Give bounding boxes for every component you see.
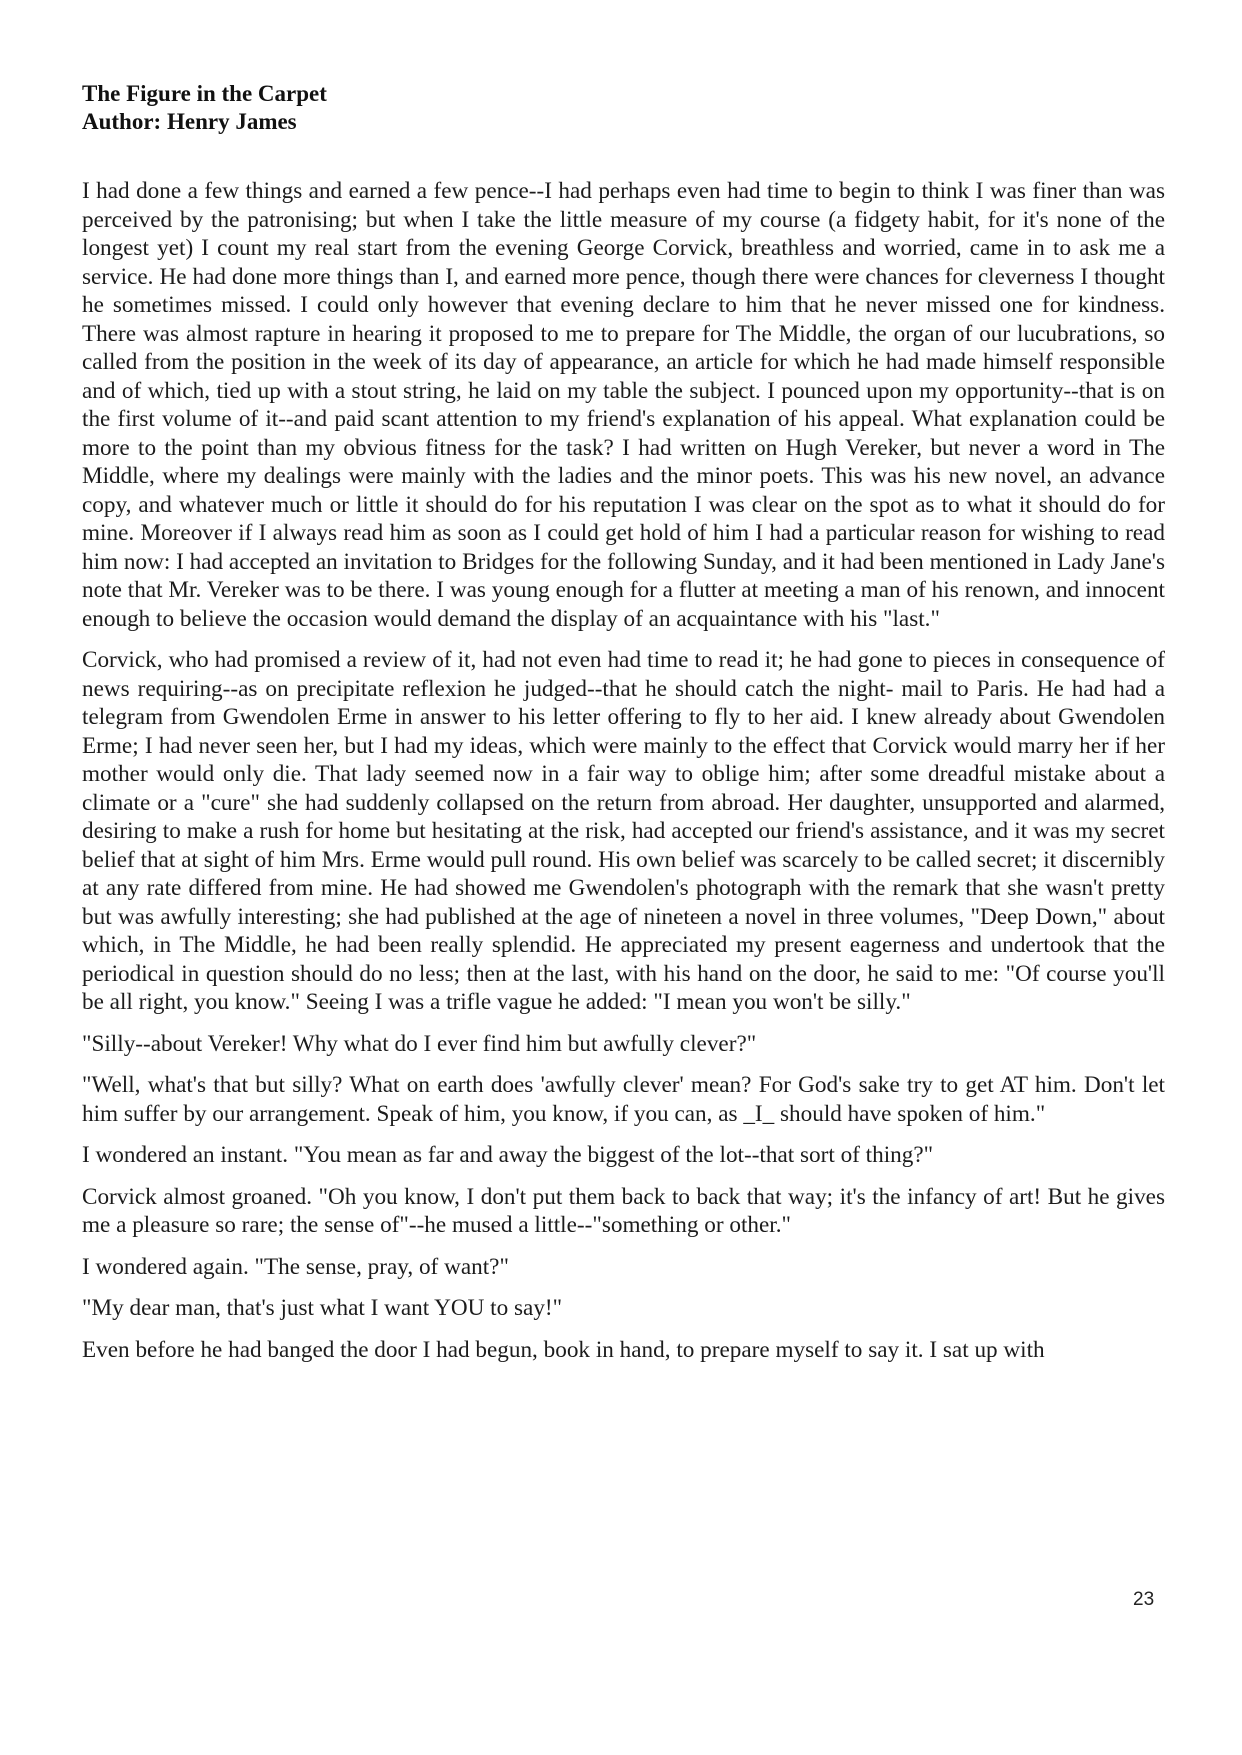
document-author: Author: Henry James <box>82 109 297 134</box>
paragraph: "My dear man, that's just what I want YOU to say!" <box>82 1295 563 1321</box>
paragraph: Corvick almost groaned. "Oh you know, I don't put them back to back that way; it's the infancy of art! But he gives me a pleasure so rare; the sense of"--he mused a little--"something or other." <box>82 1183 1165 1238</box>
paragraph: I wondered an instant. "You mean as far and away the biggest of the lot--that sort of thing?" <box>82 1142 934 1168</box>
document-header <box>82 80 1162 136</box>
paragraph: I had done a few things and earned a few pence--I had perhaps even had time to begin to think I was finer than was perceived by the patronising; but when I take the little measure of my course (a fidgety habit, for it's none of the longest yet) I count my real start from the evening George Corvick, breathless and worried, came in to ask me a service. He had done more things than I, and earned more pence, though there were chances for cleverness I thought he sometimes missed. I could only however that evening declare to him that he never missed one for kindness. There was almost rapture in hearing it proposed to me to prepare for The Middle, the organ of our lucubrations, so called from the position in the week of its day of appearance, an article for which he had made himself responsible and of which, tied up with a stout string, he laid on my table the subject. I pounced upon my opportunity--that is on the first volume of it--and paid scant attention to my friend's explanation of his appeal. What explanation could be more to the point than my obvious fitness for the task? I had written on Hugh Vereker, but never a word in The Middle, where my dealings were mainly with the ladies and the minor poets. This was his new novel, an advance copy, and whatever much or little it should do for his reputation I was clear on the spot as to what it should do for mine. Moreover if I always read him as soon as I could get hold of him I had a particular reason for wishing to read him now: I had accepted an invitation to Bridges for the following Sunday, and it had been mentioned in Lady Jane's note that Mr. Vereker was to be there. I was young enough for a flutter at meeting a man of his renown, and innocent enough to believe the occasion would demand the display of an acquaintance with his "last." <box>82 178 1165 632</box>
document-title: The Figure in the Carpet <box>82 81 327 106</box>
page-number: 23 <box>1133 1589 1155 1610</box>
document-body <box>82 177 1165 1377</box>
paragraph: Corvick, who had promised a review of it, had not even had time to read it; he had gone to pieces in consequence of news requiring--as on precipitate reflexion he judged--that he should catch the night- mail to Paris. He had had a telegram from Gwendolen Erme in answer to his letter offering to fly to her aid. I knew already about Gwendolen Erme; I had never seen her, but I had my ideas, which were mainly to the effect that Corvick would marry her if her mother would only die. That lady seemed now in a fair way to oblige him; after some dreadful mistake about a climate or a "cure" she had suddenly collapsed on the return from abroad. Her daughter, unsupported and alarmed, desiring to make a rush for home but hesitating at the risk, had accepted our friend's assistance, and it was my secret belief that at sight of him Mrs. Erme would pull round. His own belief was scarcely to be called secret; it discernibly at any rate differed from mine. He had showed me Gwendolen's photograph with the remark that she wasn't pretty but was awfully interesting; she had published at the age of nineteen a novel in three volumes, "Deep Down," about which, in The Middle, he had been really splendid. He appreciated my present eagerness and undertook that the periodical in question should do no less; then at the last, with his hand on the door, he said to me: "Of course you'll be all right, you know." Seeing I was a trifle vague he added: "I mean you won't be silly." <box>82 647 1165 1015</box>
paragraph: "Well, what's that but silly? What on earth does 'awfully clever' mean? For God's sake try to get AT him. Don't let him suffer by our arrangement. Speak of him, you know, if you can, as _I_ should have spoken of him." <box>82 1072 1165 1127</box>
paragraph: Even before he had banged the door I had begun, book in hand, to prepare myself to say it. I sat up with <box>82 1336 1045 1363</box>
paragraph: "Silly--about Vereker! Why what do I ever find him but awfully clever?" <box>82 1030 757 1057</box>
paragraph: I wondered again. "The sense, pray, of want?" <box>82 1253 509 1280</box>
